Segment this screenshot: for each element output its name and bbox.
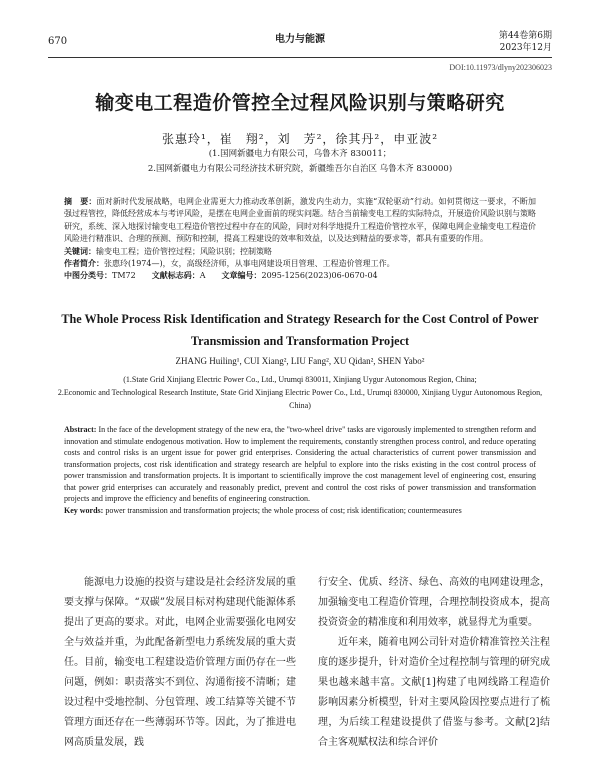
journal-name: 电力与能源 [275, 34, 325, 45]
keywords-cn-text: 输变电工程；造价管控过程；风险识别；控制策略 [96, 246, 272, 256]
abstract-cn-label: 摘 要： [64, 197, 97, 206]
keywords-en-text: power transmission and transformation projects; the whole process of cost; risk identification; countermeasures [105, 505, 462, 515]
authors-chinese: 张惠玲¹，崔 翔²，刘 芳²，徐其丹²，申亚波² [161, 132, 439, 146]
volume-issue: 第44卷第6期 [498, 31, 552, 41]
keywords-en-label: Key words: [64, 505, 104, 515]
body-paragraph: 能源电力设施的投资与建设是社会经济发展的重要支撑与保障。“双碳”发展目标对构建现代能源体系提出了更高的要求。对此，电网企业需要强化电网安全与效益并重，为此配备新型电力系统发展的重大责任。目前，输变电工程建设造价管理方面仍存在一些问题，例如：职责落实不到位、沟通衔接不清晰；建设过程中受地控制、分包管理、竣工结算等关键不节管理方面还存在一些薄弱环节等。因此，为了推进电网高质量发展，践 [64, 577, 296, 748]
keywords-cn [64, 246, 536, 258]
body-column-left [64, 573, 296, 753]
body-paragraph: 行安全、优质、经济、绿色、高效的电网建设理念，加强输变电工程造价管理，合理控制投资成本，提高投资资金的精准度和利用效率，就显得尤为重要。 [318, 577, 550, 628]
doi[interactable]: DOI:10.11973/dlyny202306023 [449, 63, 552, 72]
title-chinese: 输变电工程造价管控全过程风险识别与策略研究 [95, 92, 505, 114]
abstract-cn-text: 面对新时代发展战略，电网企业需更大力推动改革创新，激发内生动力，实施“双轮驱动”行动。如何贯彻这一要求，不断加强过程管控，降低经营成本与考评风险，是摆在电网企业面前的现实问题。结合当前输变电工程的实际特点，开展造价风险识别与策略研究，系统、深入地探讨输变电工程造价管控过程中存在的风险，同时对科学地提升工程造价管控水平，保障电网企业输变电工程造价风险进行精准识、合理的预测、预防和控制，提高工程建设的效率和效益，以及达到精益的要求等，都具有重要的作用。 [64, 197, 536, 244]
clc-label: 中图分类号： [64, 271, 112, 281]
body-paragraph: 近年来，随着电网公司针对造价精准管控关注程度的逐步提升，针对造价全过程控制与管理的研究成果也越来越丰富。文献[1]构建了电网线路工程造价影响因素分析模型，针对主要风险因控要点进行了梳理，为后续工程建设提供了借鉴与参考。文献[2]结合主客观赋权法和综合评价 [318, 637, 550, 748]
clc-value: TM72 [112, 271, 136, 281]
author-bio [64, 258, 536, 270]
abstract-chinese [64, 196, 536, 283]
abstract-en-label: Abstract: [64, 425, 97, 434]
title-english: The Whole Process Risk Identification and Strategy Research for the Cost Control of Power Transmission and Transformation Project [61, 312, 539, 348]
affiliation-cn-2: 2.国网新疆电力有限公司经济技术研究院，新疆维吾尔自治区 乌鲁木齐 830000) [147, 164, 453, 174]
author-bio-label: 作者简介： [64, 259, 104, 269]
issue-date: 2023年12月 [499, 43, 552, 53]
affiliation-en-2: 2.Economic and Technological Research Institute, State Grid Xinjiang Electric Power Co., Ltd., Urumqi 830000, Xinjiang Uygur Autonomous Region, China) [57, 388, 543, 410]
issue-info [499, 30, 552, 54]
keywords-en [64, 505, 536, 517]
affiliation-cn-1: (1.国网新疆电力有限公司，乌鲁木齐 830011； [208, 149, 392, 159]
abstract-english [64, 424, 536, 516]
body-column-right [318, 573, 550, 753]
doc-code-label: 文献标志码： [151, 271, 200, 281]
article-no-label: 文章编号： [221, 271, 262, 281]
classification-line [64, 270, 536, 282]
doc-code-value: A [199, 271, 206, 281]
abstract-en-paragraph [64, 424, 536, 505]
keywords-cn-label: 关键词： [64, 246, 96, 256]
article-no-value: 2095-1256(2023)06-0670-04 [261, 271, 378, 281]
header-rule [48, 57, 552, 58]
author-bio-text: 张惠玲(1974—)，女，高级经济师，从事电网建设项目管理、工程造价管理工作。 [104, 259, 395, 269]
authors-english: ZHANG Huiling¹, CUI Xiang², LIU Fang², XU Qidan², SHEN Yabo² [175, 356, 425, 366]
affiliations-chinese [0, 147, 600, 177]
page-number: 670 [48, 36, 68, 47]
affiliation-en-1: (1.State Grid Xinjiang Electric Power Co., Ltd., Urumqi 830011, Xinjiang Uygur Autonomous Region, China; [123, 375, 477, 384]
abstract-en-text: In the face of the development strategy of the new era, the "two-wheel drive" tasks are vigorously implemented to strengthen reform and innovation and stimulate endogenous motivation. How to implement the requirements, constantly strengthen process control, and reduce operating costs and control risks is an urgent issue for power grid enterprises. Considering the actual characteristics of current power transmission and transformation projects, cost risk identification and strategy research are helpful to explore into the risks existing in the cost control process of power transmission and transformation projects. It is important to scientifically improve the cost management level of engineering cost, ensuring that power grid enterprises can accurately and reasonably predict, prevent and control the cost risks of power transmission and transformation projects and improve the efficiency and benefits of engineering construction. [64, 425, 537, 503]
affiliations-english [56, 373, 544, 412]
abstract-cn-paragraph [64, 196, 536, 246]
